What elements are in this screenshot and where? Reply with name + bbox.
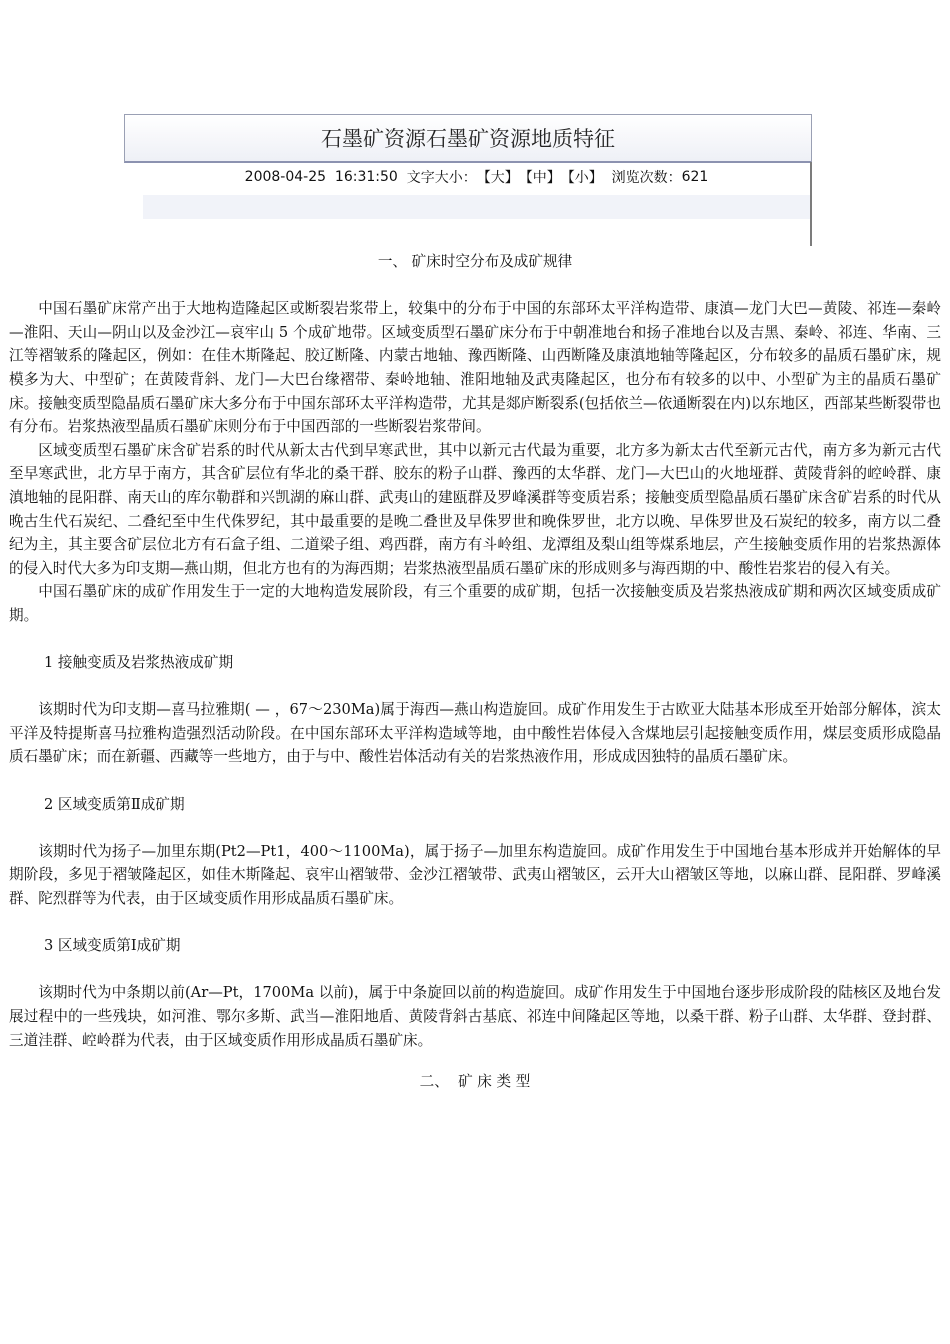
- subsection-heading-2: 2 区域变质第Ⅱ成矿期: [44, 795, 185, 813]
- subsection-heading-1: 1 接触变质及岩浆热液成矿期: [44, 654, 234, 672]
- paragraph: 该期时代为中条期以前(Ar—Pt，1700Ma 以前)，属于中条旋回以前的构造旋回。成矿作用发生于中国地台逐步形成阶段的陆核区及地台发展过程中的一些残块，如河淮、鄂尔多斯、武当—淮阳地盾、黄陵背斜古基底、祁连中间隆起区等地，以桑干群、粉子山群、太华群、登封群、三道洼群、崆岭群为代表，由于区域变质作用形成晶质石墨矿床。: [9, 984, 941, 1049]
- article-body: [9, 248, 941, 1094]
- font-size-label: 文字大小：: [406, 170, 477, 186]
- font-size-small-link[interactable]: 【小】: [560, 170, 603, 186]
- font-size-large-link[interactable]: 【大】: [476, 170, 519, 186]
- article-title: 石墨矿资源石墨矿资源地质特征: [321, 127, 615, 151]
- font-size-medium-link[interactable]: 【中】: [518, 170, 561, 186]
- paragraph: 该期时代为印支期—喜马拉雅期( — ，67～230Ma)属于海西—燕山构造旋回。成矿作用发生于古欧亚大陆基本形成至开始部分解体，滨太平洋及特提斯喜马拉雅构造强烈活动阶段。在中国东部环太平洋构造域等地，由中酸性岩体侵入含煤地层引起接触变质作用，煤层变质形成隐晶质石墨矿床；而在新疆、西藏等一些地方，由于与中、酸性岩体活动有关的岩浆热液作用，形成成因独特的晶质石墨矿床。: [9, 701, 941, 766]
- article-title-box: [124, 114, 812, 163]
- subsection-heading-3: 3 区域变质第Ⅰ成矿期: [44, 937, 181, 955]
- meta-row: [143, 162, 810, 192]
- views-label: 浏览次数：: [611, 170, 682, 186]
- meta-stripe: [143, 195, 810, 219]
- section-heading-2: 二、 矿 床 类 型: [419, 1073, 531, 1091]
- paragraph: 中国石墨矿床的成矿作用发生于一定的大地构造发展阶段，有三个重要的成矿期，包括一次接触变质及岩浆热液成矿期和两次区域变质成矿期。: [9, 583, 941, 624]
- publish-date: 2008-04-25 16:31:50: [244, 169, 398, 185]
- paragraph: 区域变质型石墨矿床含矿岩系的时代从新太古代到早寒武世，其中以新元古代最为重要，北方多为新太古代至新元古代，南方多为新元古代至早寒武世，北方早于南方，其含矿层位有华北的桑干群、胶东的粉子山群、豫西的太华群、龙门—大巴山的火地垭群、黄陵背斜的崆岭群、康滇地轴的昆阳群、南天山的库尔勒群和兴凯湖的麻山群、武夷山的建瓯群及罗峰溪群等变质岩系；接触变质型隐晶质石墨矿床含矿岩系的时代从晚古生代石炭纪、二叠纪至中生代侏罗纪，其中最重要的是晚二叠世及早侏罗世和晚侏罗世，北方以晚、早侏罗世及石炭纪的较多，南方以二叠纪为主，其主要含矿层位北方有石盒子组、二道梁子组、鸡西群，南方有斗岭组、龙潭组及梨山组等煤系地层，产生接触变质作用的岩浆热源体的侵入时代大多为印支期—燕山期，但北方也有的为海西期；岩浆热液型晶质石墨矿床的形成则多与海西期的中、酸性岩浆岩的侵入有关。: [9, 441, 941, 577]
- views-count: 621: [681, 169, 709, 185]
- paragraph: 中国石墨矿床常产出于大地构造隆起区或断裂岩浆带上，较集中的分布于中国的东部环太平洋构造带、康滇—龙门大巴—黄陵、祁连—秦岭—淮阳、天山—阴山以及金沙江—哀牢山 5 个成矿地带。区域变质型石墨矿床分布于中朝准地台和扬子准地台以及吉黑、秦岭、祁连、华南、三江等褶皱系的隆起区，例如：在佳木斯隆起、胶辽断隆、内蒙古地轴、豫西断隆、山西断隆及康滇地轴等隆起区，分布较多的晶质石墨矿床，规模多为大、中型矿；在黄陵背斜、龙门—大巴台缘褶带、秦岭地轴、淮阳地轴及武夷隆起区，也分布有较多的以中、小型矿为主的晶质石墨矿床。接触变质型隐晶质石墨矿床大多分布于中国东部环太平洋构造带，尤其是郯庐断裂系(包括依兰—依通断裂在内)以东地区，西部某些断裂带也有分布。岩浆热液型晶质石墨矿床则分布于中国西部的一些断裂岩浆带间。: [9, 300, 941, 436]
- section-heading-1: 一、 矿床时空分布及成矿规律: [377, 253, 573, 270]
- article-meta: [143, 162, 812, 246]
- paragraph: 该期时代为扬子—加里东期(Pt2—Pt1，400～1100Ma)，属于扬子—加里东构造旋回。成矿作用发生于中国地台基本形成并开始解体的早期阶段，多见于褶皱隆起区，如佳木斯隆起、哀牢山褶皱带、金沙江褶皱带、武夷山褶皱区，云开大山褶皱区等地，以麻山群、昆阳群、罗峰溪群、陀烈群等为代表，由于区域变质作用形成晶质石墨矿床。: [9, 842, 941, 908]
